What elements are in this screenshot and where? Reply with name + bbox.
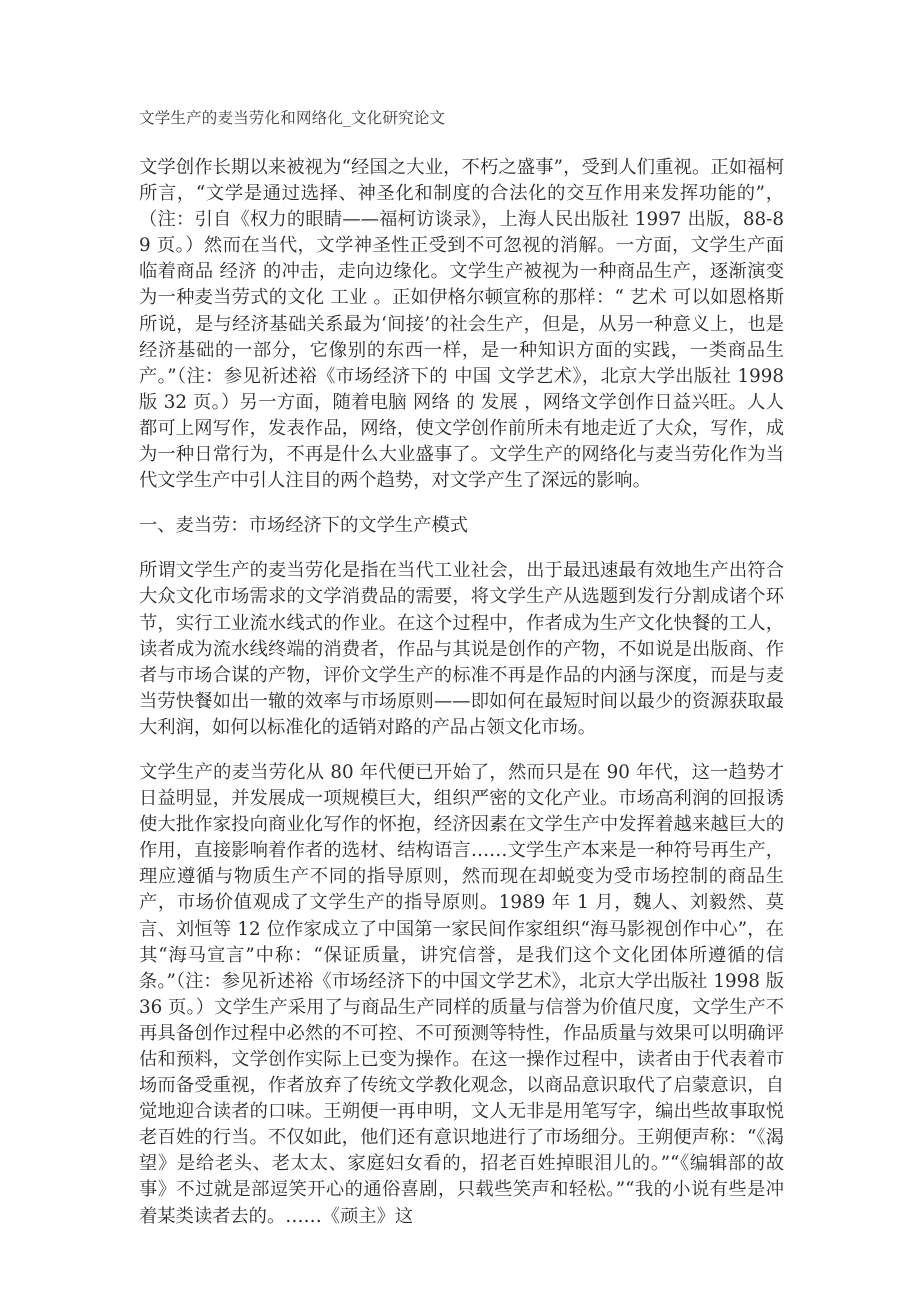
section-heading-1: 一、麦当劳：市场经济下的文学生产模式 <box>139 515 469 537</box>
paragraph-intro: 文学创作长期以来被视为“经国之大业，不朽之盛事”，受到人们重视。正如福柯所言，“文学是通过选择、神圣化和制度的合法化的交互作用来发挥功能的”，（注：引自《权力的眼睛——福柯访谈录》，上海人民出版社 1997 出版，88-89 页。）然而在当代，文学神圣性正受到不可忽视的消解。一方面，文学生产面临着商品 经济 的冲击，走向边缘化。文学生产被视为一种商品生产，逐渐演变为一种麦当劳式的文化 工业 。正如伊格尔顿宣称的那样：“ 艺术 可以如恩格斯所说，是与经济基础关系最为‘间接’的社会生产，但是，从另一种意义上，也是经济基础的一部分，它像别的东西一样，是一种知识方面的实践，一类商品生产。”（注：参见祈述裕《市场经济下的 中国 文学艺术》，北京大学出版社 1998 版 32 页。）另一方面，随着电脑 网络 的 发展 ，网络文学创作日益兴旺。人人都可上网写作，发表作品，网络，使文学创作前所未有地走近了大众，写作，成为一种日常行为，不再是什么大业盛事了。文学生产的网络化与麦当劳化作为当代文学生产中引人注目的两个趋势，对文学产生了深远的影响。 <box>139 157 784 492</box>
paragraph-history: 文学生产的麦当劳化从 80 年代便已开始了，然而只是在 90 年代，这一趋势才日益明显，并发展成一项规模巨大，组织严密的文化产业。市场高利润的回报诱使大批作家投向商业化写作的怀抱，经济因素在文学生产中发挥着越来越巨大的作用，直接影响着作者的选材、结构语言……文学生产本来是一种符号再生产，理应遵循与物质生产不同的指导原则，然而现在却蜕变为受市场控制的商品生产，市场价值观成了文学生产的指导原则。1989 年 1 月，魏人、刘毅然、莫言、刘恒等 12 位作家成立了中国第一家民间作家组织“海马影视创作中心”，在其“海马宣言”中称：“保证质量，讲究信誉，是我们这个文化团体所遵循的信条。”（注：参见祈述裕《市场经济下的中国文学艺术》，北京大学出版社 1998 版 36 页。）文学生产采用了与商品生产同样的质量与信誉为价值尺度，文学生产不再具备创作过程中必然的不可控、不可预测等特性，作品质量与效果可以明确评估和预料，文学创作实际上已变为操作。在这一操作过程中，读者由于代表着市场而备受重视，作者放弃了传统文学教化观念，以商品意识取代了启蒙意识，自觉地迎合读者的口味。王朔便一再申明，文人无非是用笔写字，编出些故事取悦老百姓的行当。不仅如此，他们还有意识地进行了市场细分。王朔便声称：“《渴望》是给老头、老太太、家庭妇女看的，招老百姓掉眼泪儿的。”“《编辑部的故事》不过就是部逗笑开心的通俗喜剧，只载些笑声和轻松。”“我的小说有些是冲着某类读者去的。……《顽主》这 <box>139 761 784 1227</box>
page-title: 文学生产的麦当劳化和网络化_文化研究论文 <box>139 109 446 127</box>
paragraph-definition: 所谓文学生产的麦当劳化是指在当代工业社会，出于最迅速最有效地生产出符合大众文化市场需求的文学消费品的需要，将文学生产从选题到发行分割成诸个环节，实行工业流水线式的作业。在这个过程中，作者成为生产文化快餐的工人，读者成为流水线终端的消费者，作品与其说是创作的产物，不如说是出版商、作者与市场合谋的产物，评价文学生产的标准不再是作品的内涵与深度，而是与麦当劳快餐如出一辙的效率与市场原则——即如何在最短时间以最少的资源获取最大利润，如何以标准化的适销对路的产品占领文化市场。 <box>139 560 784 738</box>
document-body <box>139 105 784 1230</box>
